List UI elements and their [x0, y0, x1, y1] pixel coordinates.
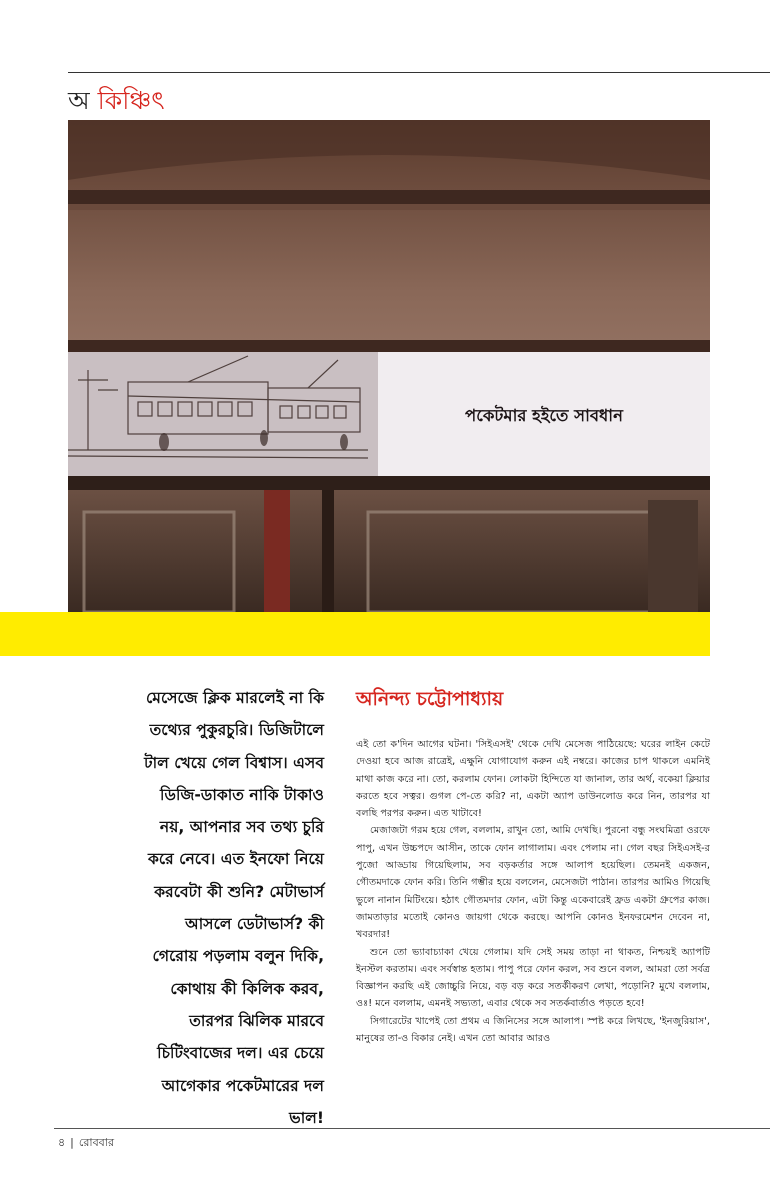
page-number: ৪	[58, 1136, 66, 1149]
article-paragraph: মেজাজটা গরম হয়ে গেল, বললাম, রাখুন তো, আমি দেখছি। পুরনো বন্ধু সংঘমিত্রা ওরফে পাপু, এখন উচ্চপদে আসীন, তাকে ফোন লাগালাম। এবং পেলাম না। গেল বছর সিইএসই-র পুজো আড্ডায় গিয়েছিলাম, সব বড়কর্তার সঙ্গে আলাপ হয়েছিল। তেমনই একজন, গৌতমদাকে ফোন করি। তিনি গম্ভীর হয়ে বললেন, মেসেজটা পাঠান। তারপর আমিও গিয়েছি ভুলে নানান মিটিংয়ে। হঠাৎ গৌতমদার ফোন, এটা কিন্তু একেবারেই ফ্রড একটা গ্রুপের কাজ। জামতাড়ার মতোই কোনও জায়গা থেকে করছে। আপনি কোনও ইনফরমেশন দেবেন না, খবরদার!	[356, 825, 710, 941]
article-paragraph: শুনে তো ভ্যাবাচ্যাকা খেয়ে গেলাম। যদি সেই সময় তাড়া না থাকত, নিশ্চয়ই অ্যাপটি ইনস্টল করতাম। এবং সর্বস্বান্ত হতাম। পাপু পরে ফোন করল, সব শুনে বলল, আমরা তো সর্বত্র বিজ্ঞাপন করছি এই জোচ্চুরি নিয়ে, বড় বড় করে সতর্কীকরণ লেখা, পড়োনি? মুখে বললাম, ওঃ! মনে বললাম, এমনই সভ্যতা, এবার থেকে সব সতর্কবার্তাও পড়তে হবে!	[356, 946, 710, 1010]
pull-quote	[136, 682, 324, 1134]
section-prefix: অ	[68, 86, 90, 115]
magazine-name: রোববার	[78, 1136, 115, 1149]
pull-quote-text: মেসেজে ক্লিক মারলেই না কি তথ্যের পুকুরচুরি। ডিজিটালে টাল খেয়ে গেল বিশ্বাস। এসব ডিজি-ডাকাত নাকি টাকাও নয়, আপনার সব তথ্য চুরি করে নেবে। এত ইনফো নিয়ে করবেটা কী শুনি? মেটাভার্স আসলে ডেটাভার্স? কী গেরোয় পড়লাম বলুন দিকি, কোথায় কী কিলিক করব, তারপর ঝিলিক মারবে চিটিংবাজের দল। এর চেয়ে আগেকার পকেটমারের দল ভাল!	[144, 689, 324, 1127]
tram-interior-image	[68, 120, 710, 612]
article-paragraph: এই তো ক'দিন আগের ঘটনা। 'সিইএসই' থেকে দেখি মেসেজ পাঠিয়েছে: ঘরের লাইন কেটে দেওয়া হবে আজ রাত্রেই, এক্ষুনি যোগাযোগ করুন এই নম্বরে। কাজের চাপ থাকলে এমনিই মাথা কাজ করে না। তো, করলাম ফোন। লোকটা হিন্দিতে যা জানাল, তার অর্থ, বকেয়া ক্লিয়ার করতে হবে সত্বর। গুগল পে-তে করি? না, একটা অ্যাপ ডাউনলোড করে নিন, তারপর যা বলছি পরপর করুন। এত খাটাবে!	[356, 739, 710, 820]
top-rule	[68, 72, 770, 73]
footer-separator: |	[70, 1136, 74, 1149]
author-byline: অনিন্দ্য চট্টোপাধ্যায়	[356, 688, 504, 710]
article-body	[356, 736, 710, 1047]
sign-text: পকেটমার হইতে সাবধান	[465, 406, 623, 425]
section-name: কিঞ্চিৎ	[97, 86, 165, 115]
article-paragraph: সিগারেটের খাপেই তো প্রথম এ জিনিসের সঙ্গে আলাপ। স্পষ্ট করে লিখছে, 'ইনজুরিয়াস', মানুষের তা-ও বিকার নেই। এখন তো আবার আরও	[356, 1015, 710, 1045]
section-heading	[68, 86, 165, 116]
yellow-band	[0, 612, 710, 656]
tram-photo	[68, 120, 710, 612]
footer-rule	[54, 1128, 770, 1129]
page-footer	[58, 1136, 114, 1150]
